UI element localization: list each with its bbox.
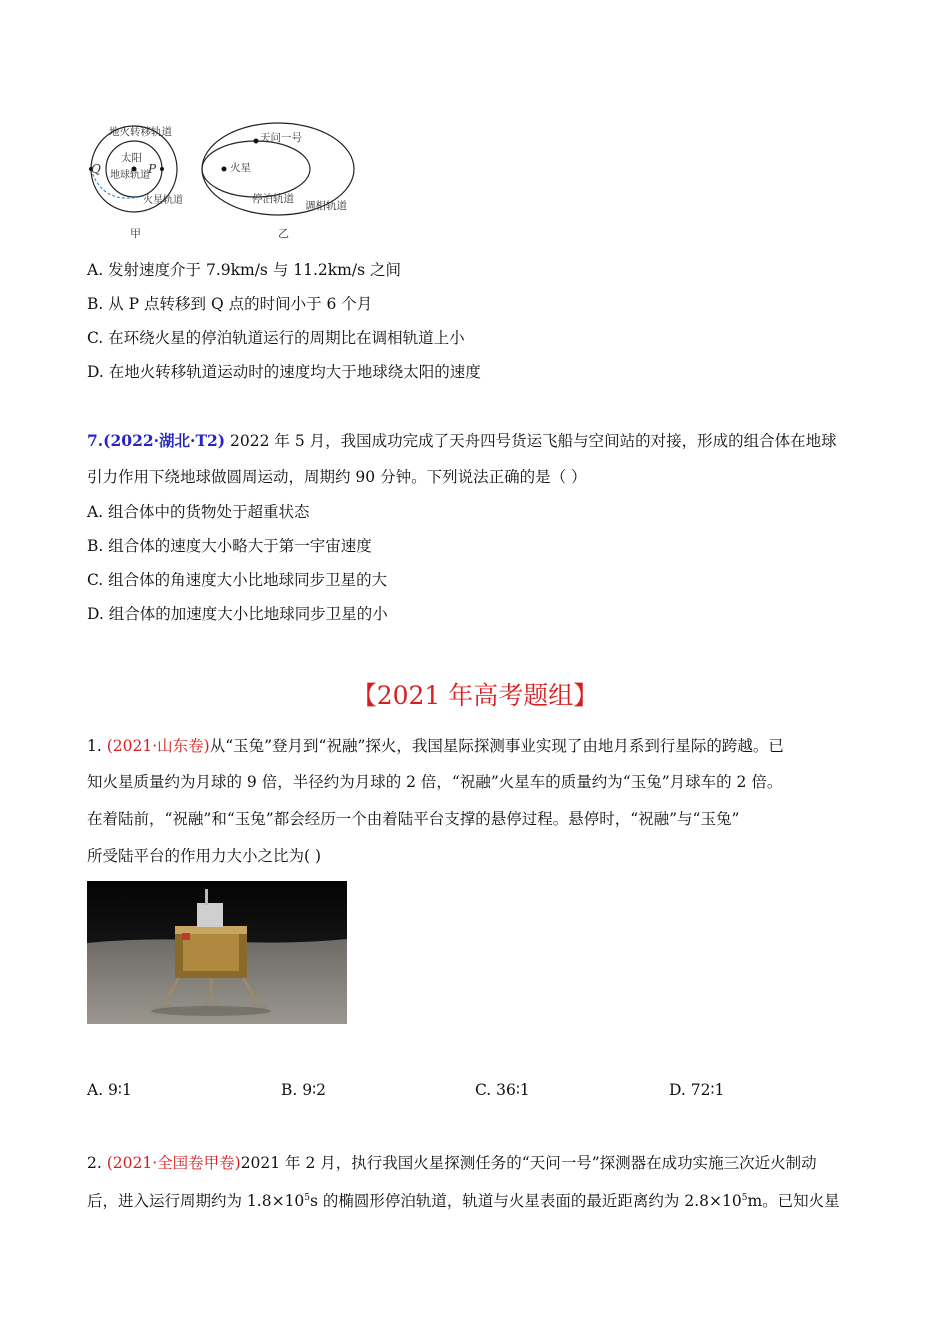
q2-line1 (87, 1152, 817, 1174)
q2-source: (2021·全国卷甲卷) (106, 1154, 241, 1172)
q7-option-b: B. 组合体的速度大小略大于第一宇宙速度 (87, 537, 372, 555)
q1-number: 1. (87, 737, 107, 755)
lander-photo (87, 881, 347, 1024)
q1-option-b: B. 9∶2 (281, 1081, 327, 1099)
q1-line1 (87, 735, 784, 757)
caption-jia: 甲 (130, 227, 141, 240)
q1-line4: 所受陆平台的作用力大小之比为( ) (87, 847, 322, 865)
label-mars: 火星 (230, 162, 251, 174)
q1-source: (2021·山东卷) (106, 737, 210, 755)
q1-line2: 知火星质量约为月球的 9 倍，半径约为月球的 2 倍，“祝融”火星车的质量约为“玉兔”月球车的 2 倍。 (87, 773, 783, 791)
section-title: 【2021 年高考题组】 (351, 681, 599, 710)
label-earth-orbit: 地球轨道 (110, 170, 150, 181)
q6-option-c: C. 在环绕火星的停泊轨道运行的周期比在调相轨道上小 (87, 329, 465, 347)
q1-text1: 从“玉兔”登月到“祝融”探火，我国星际探测事业实现了由地月系到行星际的跨越。已 (209, 737, 784, 755)
q7-stem-line2: 引力作用下绕地球做圆周运动，周期约 90 分钟。下列说法正确的是（ ） (87, 468, 587, 486)
label-transfer-orbit: 地火转移轨道 (109, 126, 172, 138)
label-point-q: Q (91, 162, 101, 176)
q1-option-c: C. 36∶1 (475, 1081, 530, 1099)
point-p-dot (160, 167, 164, 171)
label-sun: 太阳 (121, 152, 142, 164)
q6-option-d: D. 在地火转移轨道运动时的速度均大于地球绕太阳的速度 (87, 363, 481, 381)
q7-source: 7.(2022·湖北·T2) (87, 431, 226, 450)
probe-dot (254, 139, 259, 144)
label-phasing-orbit: 调相轨道 (305, 200, 347, 212)
label-tianwen-1: 天问一号 (260, 132, 302, 144)
mars-dot (222, 167, 227, 172)
q6-option-a: A. 发射速度介于 7.9km/s 与 11.2km/s 之间 (87, 261, 401, 279)
caption-yi: 乙 (278, 227, 289, 240)
q2-number: 2. (87, 1154, 107, 1172)
q1-option-d: D. 72∶1 (669, 1081, 725, 1099)
q1-option-a: A. 9∶1 (87, 1081, 132, 1099)
label-point-p: P (148, 162, 157, 176)
q2-exp1: 5 (304, 1193, 311, 1203)
q7-option-d: D. 组合体的加速度大小比地球同步卫星的小 (87, 605, 388, 623)
q2-text2a: 后，进入运行周期约为 1.8×10 (87, 1192, 305, 1211)
label-parking-orbit: 停泊轨道 (252, 193, 294, 205)
q6-option-b: B. 从 P 点转移到 Q 点的时间小于 6 个月 (87, 295, 373, 313)
q7-option-a: A. 组合体中的货物处于超重状态 (87, 503, 310, 521)
q2-exp2: 5 (741, 1193, 748, 1203)
q7-stem-line1 (87, 430, 837, 452)
parking-orbit-ellipse (202, 141, 310, 197)
q7-option-c: C. 组合体的角速度大小比地球同步卫星的大 (87, 571, 388, 589)
q7-stem-text1: 2022 年 5 月，我国成功完成了天舟四号货运飞船与空间站的对接，形成的组合体在地球 (225, 432, 837, 450)
label-mars-orbit: 火星轨道 (143, 195, 183, 206)
q1-line3: 在着陆前，“祝融”和“玉兔”都会经历一个由着陆平台支撑的悬停过程。悬停时，“祝融”与“玉兔” (87, 810, 740, 828)
q2-text2b: s 的椭圆形停泊轨道，轨道与火星表面的最近距离约为 2.8×10 (310, 1192, 742, 1211)
q2-text1: 2021 年 2 月，执行我国火星探测任务的“天问一号”探测器在成功实施三次近火制动 (240, 1154, 817, 1172)
q2-line2 (87, 1187, 840, 1212)
q2-text2c: m。已知火星 (747, 1192, 840, 1211)
